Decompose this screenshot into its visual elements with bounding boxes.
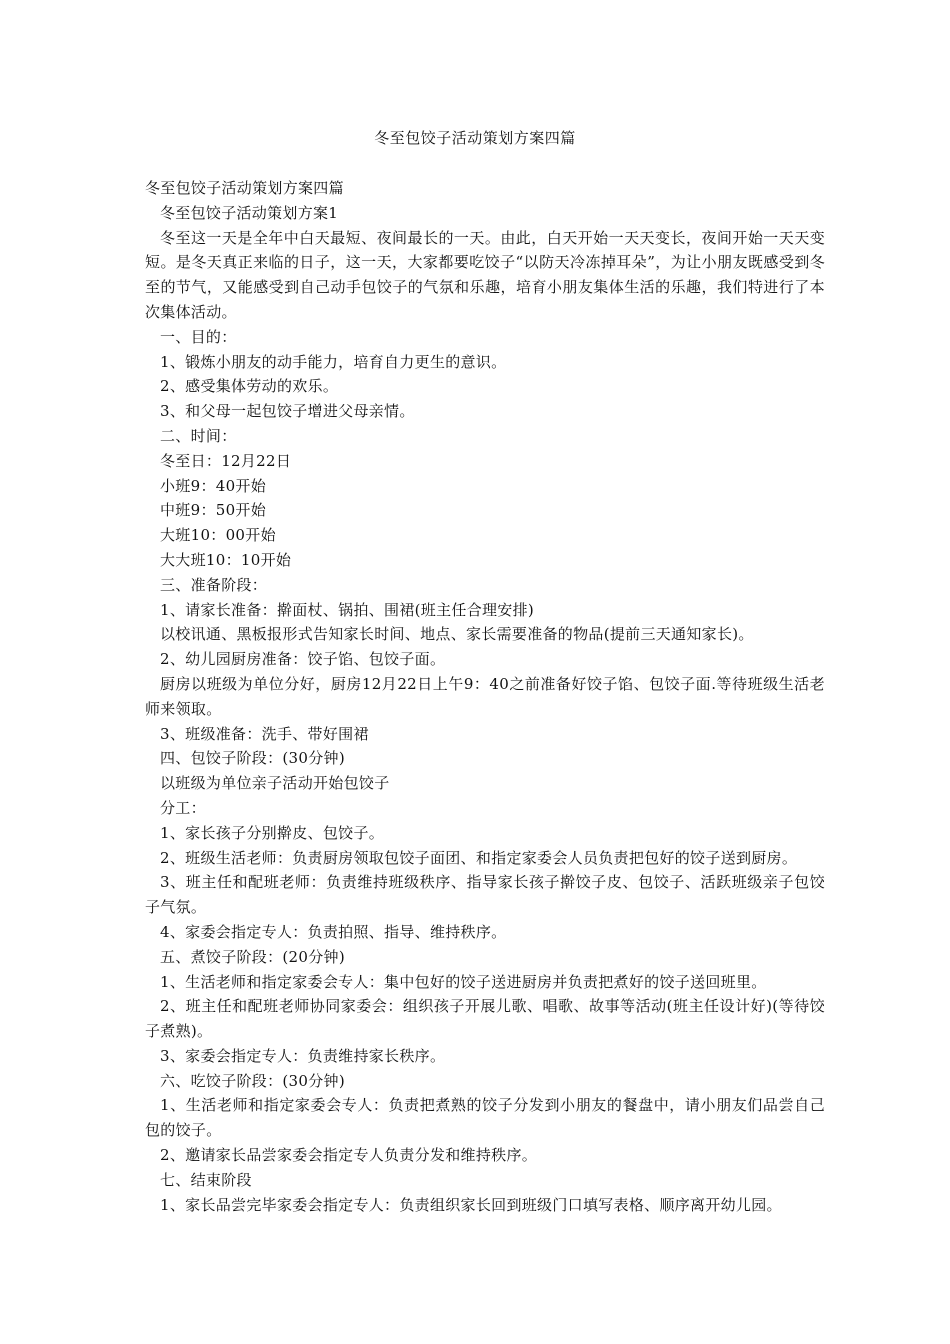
schedule-item: 大大班10：10开始: [160, 550, 292, 569]
body-paragraph: 厨房以班级为单位分好，厨房12月22日上午9：40之前准备好饺子馅、包饺子面.等待班级生活老师来领取。: [145, 674, 825, 718]
heading-boiling: 五、煮饺子阶段：(20分钟): [160, 947, 345, 966]
intro-paragraph: 冬至这一天是全年中白天最短、夜间最长的一天。由此，白天开始一天天变长，夜间开始一天天变短。是冬天真正来临的日子，这一天，大家都要吃饺子“以防天冷冻掉耳朵”，为让小朋友既感受到冬至的节气，又能感受到自己动手包饺子的气氛和乐趣，培育小朋友集体生活的乐趣，我们特进行了本次集体活动。: [145, 228, 825, 321]
schedule-item: 中班9：50开始: [160, 501, 267, 520]
heading-purpose: 一、目的：: [160, 327, 237, 346]
list-item: 2、班级生活老师：负责厨房领取包饺子面团、和指定家委会人员负责把包好的饺子送到厨房。: [160, 848, 798, 867]
list-item: 2、邀请家长品尝家委会指定专人负责分发和维持秩序。: [160, 1146, 538, 1165]
list-item: 1、锻炼小朋友的动手能力，培育自力更生的意识。: [160, 352, 507, 371]
list-item: 3、班主任和配班老师：负责维持班级秩序、指导家长孩子擀饺子皮、包饺子、活跃班级亲子包饺子气氛。: [145, 873, 825, 917]
list-item: 3、班级准备：洗手、带好围裙: [160, 724, 369, 743]
list-item: 1、请家长准备：擀面杖、锅拍、围裙(班主任合理安排): [160, 600, 535, 619]
list-item: 4、家委会指定专人：负责拍照、指导、维持秩序。: [160, 922, 507, 941]
list-item: 1、生活老师和指定家委会专人：负责把煮熟的饺子分发到小朋友的餐盘中，请小朋友们品尝自己包的饺子。: [145, 1096, 825, 1140]
schedule-item: 大班10：00开始: [160, 526, 276, 545]
list-item: 1、家长品尝完毕家委会指定专人：负责组织家长回到班级门口填写表格、顺序离开幼儿园。: [160, 1195, 782, 1214]
list-item: 1、家长孩子分别擀皮、包饺子。: [160, 823, 385, 842]
heading-preparation: 三、准备阶段：: [160, 575, 268, 594]
section-title: 冬至包饺子活动策划方案1: [160, 203, 339, 222]
list-item: 2、幼儿园厨房准备：饺子馅、包饺子面。: [160, 650, 446, 669]
list-item: 2、班主任和配班老师协同家委会：组织孩子开展儿歌、唱歌、故事等活动(班主任设计好)(等待饺子煮熟)。: [145, 997, 825, 1041]
list-item: 1、生活老师和指定家委会专人：集中包好的饺子送进厨房并负责把煮好的饺子送回班里。: [160, 972, 767, 991]
schedule-item: 小班9：40开始: [160, 476, 267, 495]
heading-wrapping: 四、包饺子阶段：(30分钟): [160, 749, 345, 768]
subheading-division: 分工：: [160, 798, 206, 817]
heading-time: 二、时间：: [160, 426, 237, 445]
heading-eating: 六、吃饺子阶段：(30分钟): [160, 1071, 345, 1090]
list-item: 2、感受集体劳动的欢乐。: [160, 377, 339, 396]
list-item: 3、家委会指定专人：负责维持家长秩序。: [160, 1046, 446, 1065]
body-paragraph: 以班级为单位亲子活动开始包饺子: [160, 774, 390, 793]
document-heading: 冬至包饺子活动策划方案四篇: [145, 179, 344, 197]
list-item: 3、和父母一起包饺子增进父母亲情。: [160, 402, 415, 421]
schedule-item: 冬至日：12月22日: [160, 451, 292, 470]
document-body: [145, 176, 825, 1217]
body-paragraph: 以校讯通、黑板报形式告知家长时间、地点、家长需要准备的物品(提前三天通知家长)。: [160, 625, 754, 644]
page-title: 冬至包饺子活动策划方案四篇: [374, 129, 576, 147]
heading-closing: 七、结束阶段: [160, 1170, 252, 1189]
